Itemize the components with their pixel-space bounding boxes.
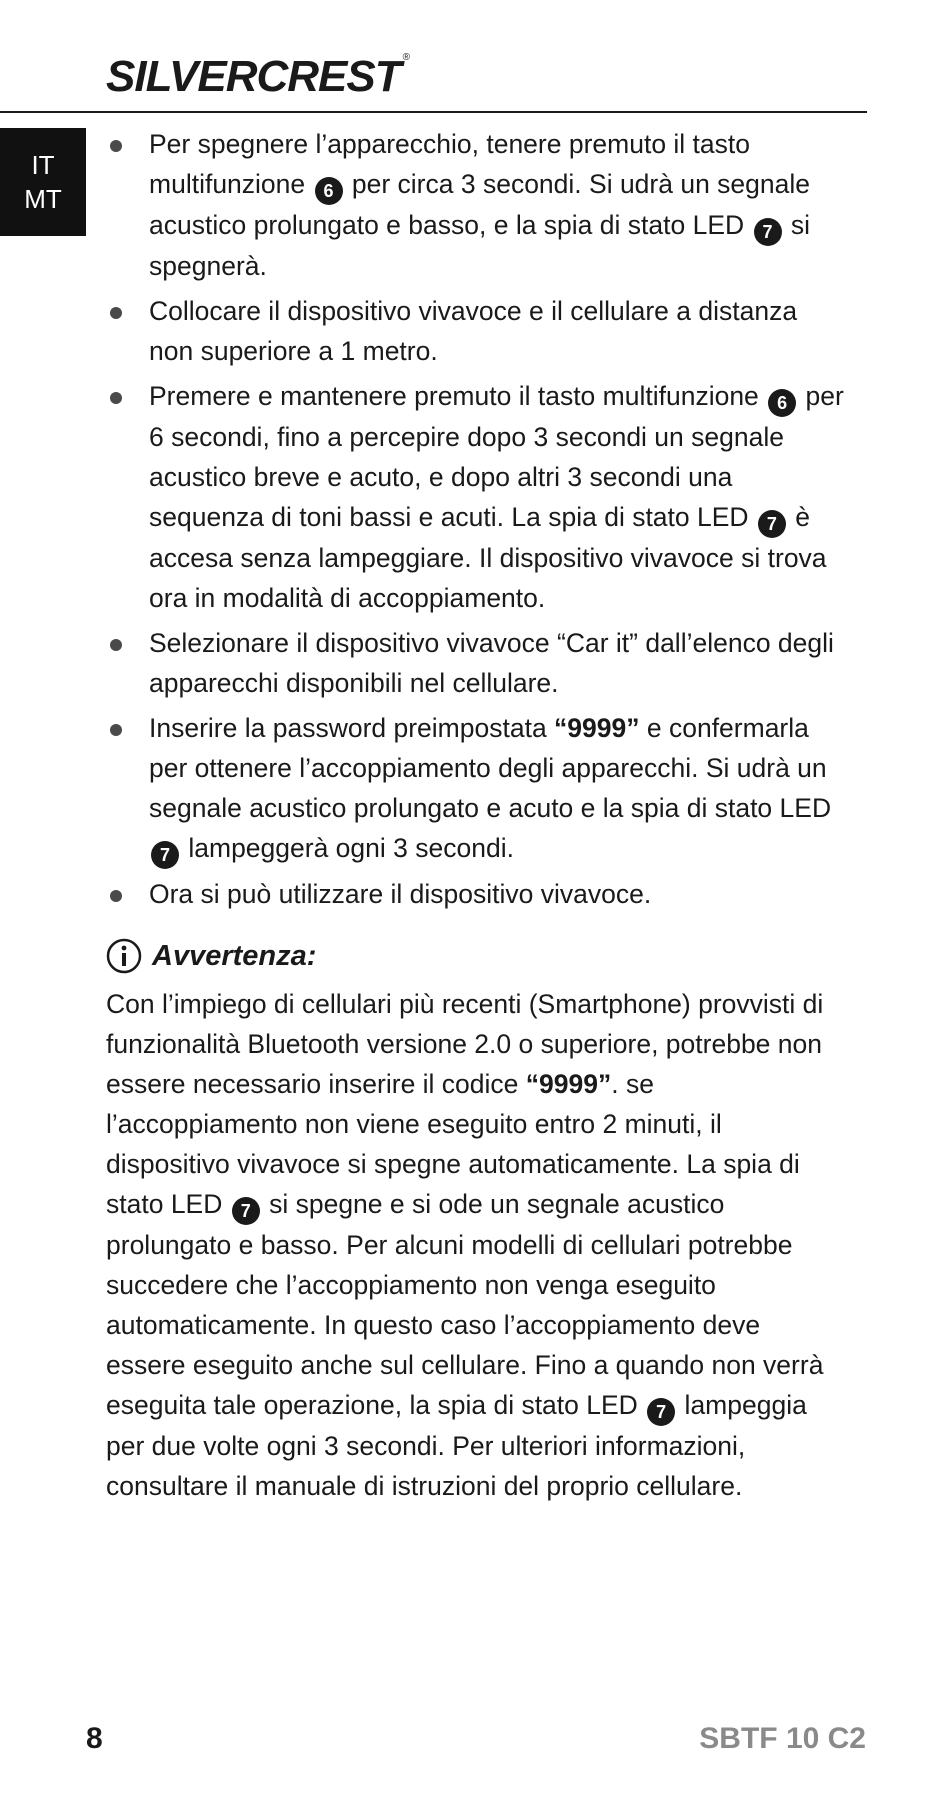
step-text: Inserire la password preimpostata [149,713,555,743]
step-text: Ora si può utilizzare il dispositivo vivavoce. [149,879,652,909]
instruction-list [106,124,846,914]
note-paragraph [106,984,846,1506]
list-item [106,708,846,869]
language-tab [0,128,86,236]
list-item [106,124,846,286]
step-text: per circa 3 secondi. Si udrà un segnale acustico prolungato e basso, e la spia di stato LED [149,169,811,240]
list-item [106,376,846,618]
step-text: Premere e mantenere premuto il tasto multifunzione [149,381,767,411]
number-badge: 7 [754,218,782,246]
step-text: per 6 secondi, fino a percepire dopo 3 secondi un segnale acustico breve e acuto, e dopo altri 3 secondi una sequenza di toni bassi e acuti. La spia di stato LED [149,381,844,532]
number-badge: 7 [151,841,179,869]
model-number: SBTF 10 C2 [699,1722,866,1755]
step-text: si spegnerà. [149,210,810,281]
step-text: Selezionare il dispositivo vivavoce “Car it” dall’elenco degli apparecchi disponibili nel cellulare. [149,628,834,698]
step-text: è accesa senza lampeggiare. Il dispositivo vivavoce si trova ora in modalità di accoppiamento. [149,502,827,613]
language-code-it: IT [31,150,55,180]
list-item [106,291,846,371]
note-text: lampeggia per due volte ogni 3 secondi. Per ulteriori informazioni, consultare il manuale di istruzioni del proprio cellulare. [106,1390,807,1501]
note-heading [106,936,846,976]
number-badge: 7 [232,1197,260,1225]
brand-logo [106,52,409,102]
trademark-symbol: ® [402,52,409,63]
header-rule [0,111,867,113]
default-password: “9999” [554,713,640,743]
step-text: e confermarla per ottenere l’accoppiamento degli apparecchi. Si udrà un segnale acustico prolungato e acuto e la spia di stato LED [149,713,832,823]
note-text: . se l’accoppiamento non viene eseguito entro 2 minuti, il dispositivo vivavoce si spegne automaticamente. La spia di stato LED [106,1069,800,1219]
note-title: Avvertenza: [152,940,317,972]
default-password: “9999” [525,1069,612,1099]
page-number: 8 [86,1722,103,1755]
step-text: lampeggerà ogni 3 secondi. [181,833,514,863]
step-text: Collocare il dispositivo vivavoce e il cellulare a distanza non superiore a 1 metro. [149,296,798,366]
page-content [106,124,846,1506]
number-badge: 7 [647,1398,675,1426]
info-icon [106,938,142,974]
list-item [106,623,846,703]
note-text: Con l’impiego di cellulari più recenti (Smartphone) provvisti di funzionalità Bluetooth versione 2.0 o superiore, potrebbe non essere necessario inserire il codice [106,989,824,1099]
step-text: Per spegnere l’apparecchio, tenere premuto il tasto multifunzione [149,129,751,199]
note-text: si spegne e si ode un segnale acustico prolungato e basso. Per alcuni modelli di cellulari potrebbe succedere che l’accoppiamento non venga eseguito automaticamente. In questo caso l’accoppiamento deve essere eseguito anche sul cellulare. Fino a quando non verrà eseguita tale operazione, la spia di stato LED [106,1189,824,1420]
number-badge: 7 [758,510,786,538]
number-badge: 6 [315,177,343,205]
note-body [106,984,846,1506]
number-badge: 6 [768,389,796,417]
language-code-mt: MT [24,184,62,214]
list-item [106,874,846,914]
brand-name: SILVERCREST [106,52,401,101]
